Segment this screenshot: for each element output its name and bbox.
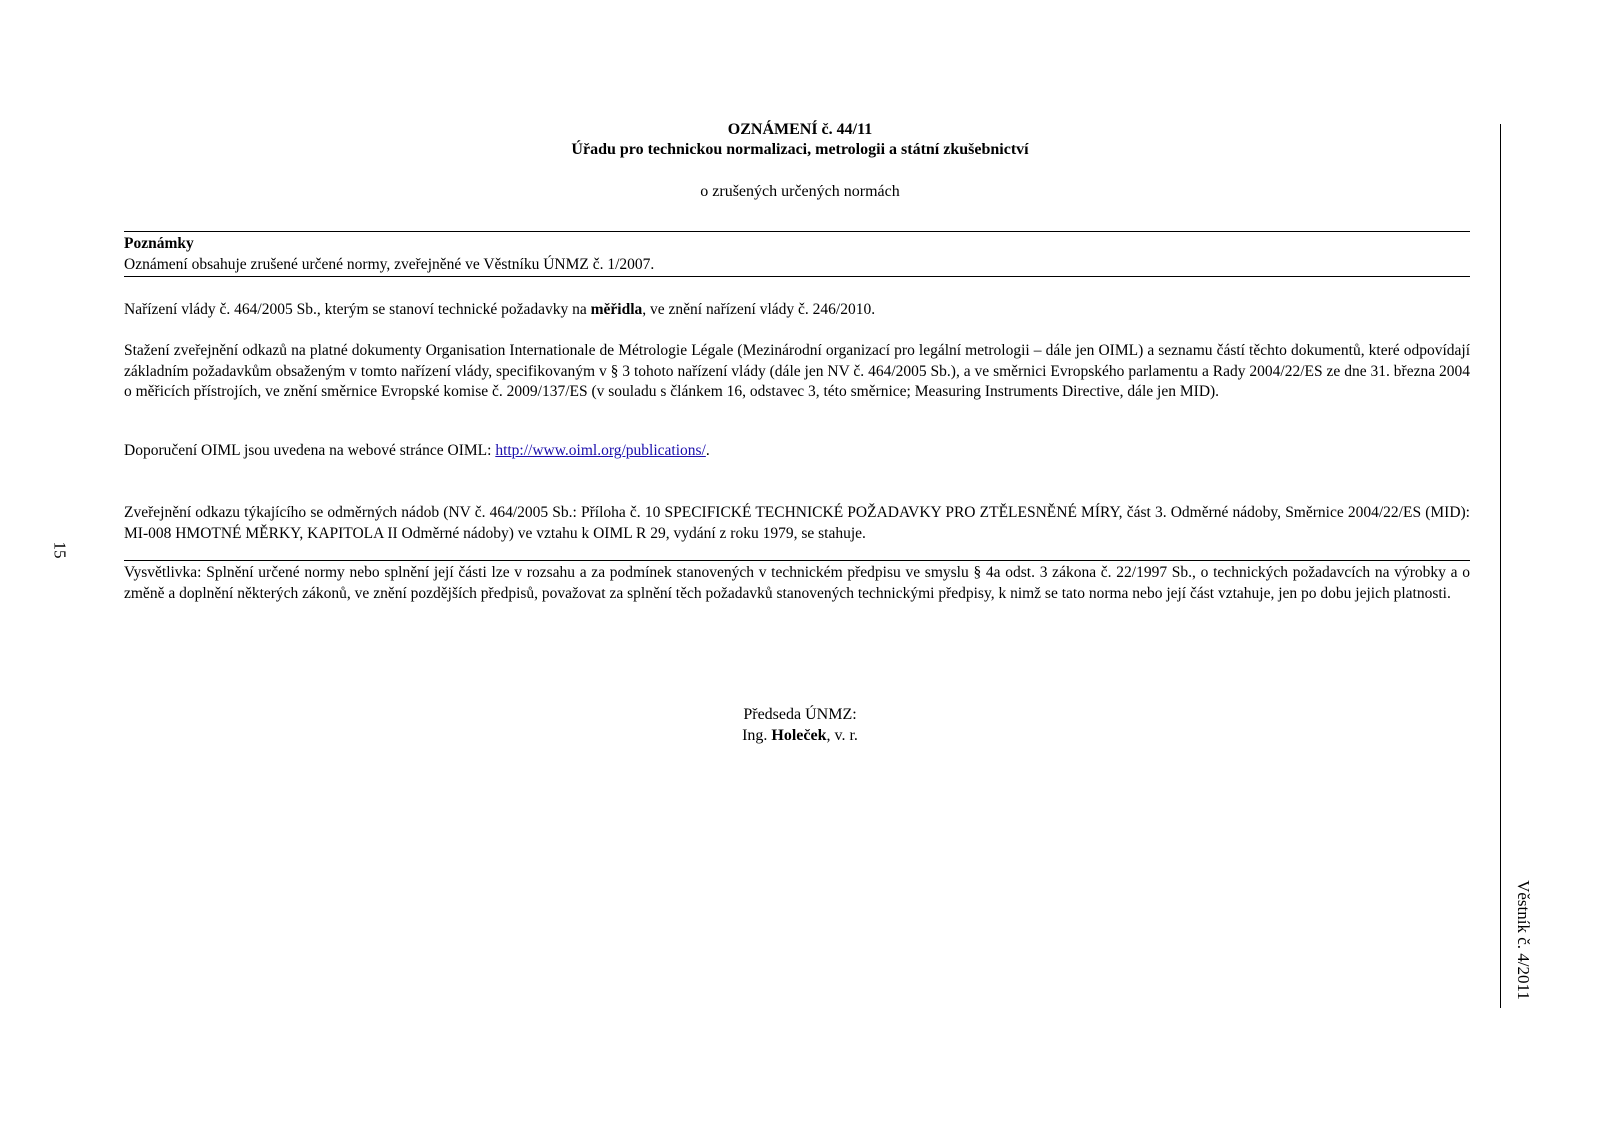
document-subtitle: Úřadu pro technickou normalizaci, metrologii a státní zkušebnictví (571, 141, 1029, 158)
explanation-paragraph: Vysvětlivka: Splnění určené normy nebo splnění její části lze v rozsahu a za podmínek stanovených v technickém předpisu ve smyslu § 4a odst. 3 zákona č. 22/1997 Sb., o technických požadavcích na výrobky a o změně a doplnění některých zákonů, ve znění pozdějších předpisů, považovat za splnění těch požadavků stanovených technickými předpisy, k nimž se tato norma nebo její část vztahuje, jen po dobu jejich platnosti. (124, 564, 1470, 602)
regulation-text-before: Nařízení vlády č. 464/2005 Sb., kterým se stanoví technické požadavky na (124, 301, 591, 318)
notes-bottom-divider (124, 276, 1470, 277)
notes-top-divider (124, 231, 1470, 232)
recommendation-after: . (705, 442, 710, 459)
document-title: OZNÁMENÍ č. 44/11 (727, 121, 873, 138)
signature-role: Předseda ÚNMZ: (743, 706, 857, 723)
journal-vertical-rule (1500, 124, 1501, 1008)
signature-name-line (0, 725, 1600, 746)
journal-issue-label: Věstník č. 4/2011 (1514, 880, 1533, 1000)
oiml-publications-link[interactable]: http://www.oiml.org/publications/ (495, 442, 706, 459)
explanation-divider (124, 560, 1470, 561)
regulation-line (124, 300, 1470, 321)
publication-paragraph: Zveřejnění odkazu týkajícího se odměrných nádob (NV č. 464/2005 Sb.: Příloha č. 10 SPECIFICKÉ TECHNICKÉ POŽADAVKY PRO ZTĚLESNĚNÉ MÍRY, část 3. Odměrné nádoby, Směrnice 2004/22/ES (MID): MI-008 HMOTNÉ MĚRKY, KAPITOLA II Odměrné nádoby) ve vztahu k OIML R 29, vydání z roku 1979, se stahuje. (124, 504, 1470, 542)
recommendation-text: Doporučení OIML jsou uvedena na webové stránce OIML: (124, 442, 496, 459)
withdrawal-paragraph: Stažení zveřejnění odkazů na platné dokumenty Organisation Internationale de Métrologie Légale (Mezinárodní organizací pro legální metrologii – dále jen OIML) a seznamu částí těchto dokumentů, které odpovídají základním požadavkům obsaženým v tomto nařízení vlády, specifikovaným v § 3 tohoto nařízení vlády (dále jen NV č. 464/2005 Sb.), a ve směrnici Evropského parlamentu a Rady 2004/22/ES ze dne 31. března 2004 o měřicích přístrojích, ve znění směrnice Evropské komise č. 2009/137/ES (v souladu s článkem 16, odstavec 3, této směrnice; Measuring Instruments Directive, dále jen MID). (124, 342, 1470, 400)
signature-suffix: , v. r. (826, 727, 858, 744)
document-subject: o zrušených určených normách (700, 183, 900, 200)
signature-name: Holeček (771, 727, 827, 744)
recommendation-line (124, 441, 1470, 462)
page-number: 15 (50, 541, 70, 559)
signature-prefix: Ing. (742, 727, 772, 744)
regulation-text-after: , ve znění nařízení vlády č. 246/2010. (642, 301, 876, 318)
regulation-bold-term: měřidla (590, 301, 643, 318)
notes-text: Oznámení obsahuje zrušené určené normy, zveřejněné ve Věstníku ÚNMZ č. 1/2007. (124, 256, 655, 273)
notes-heading: Poznámky (124, 235, 194, 252)
